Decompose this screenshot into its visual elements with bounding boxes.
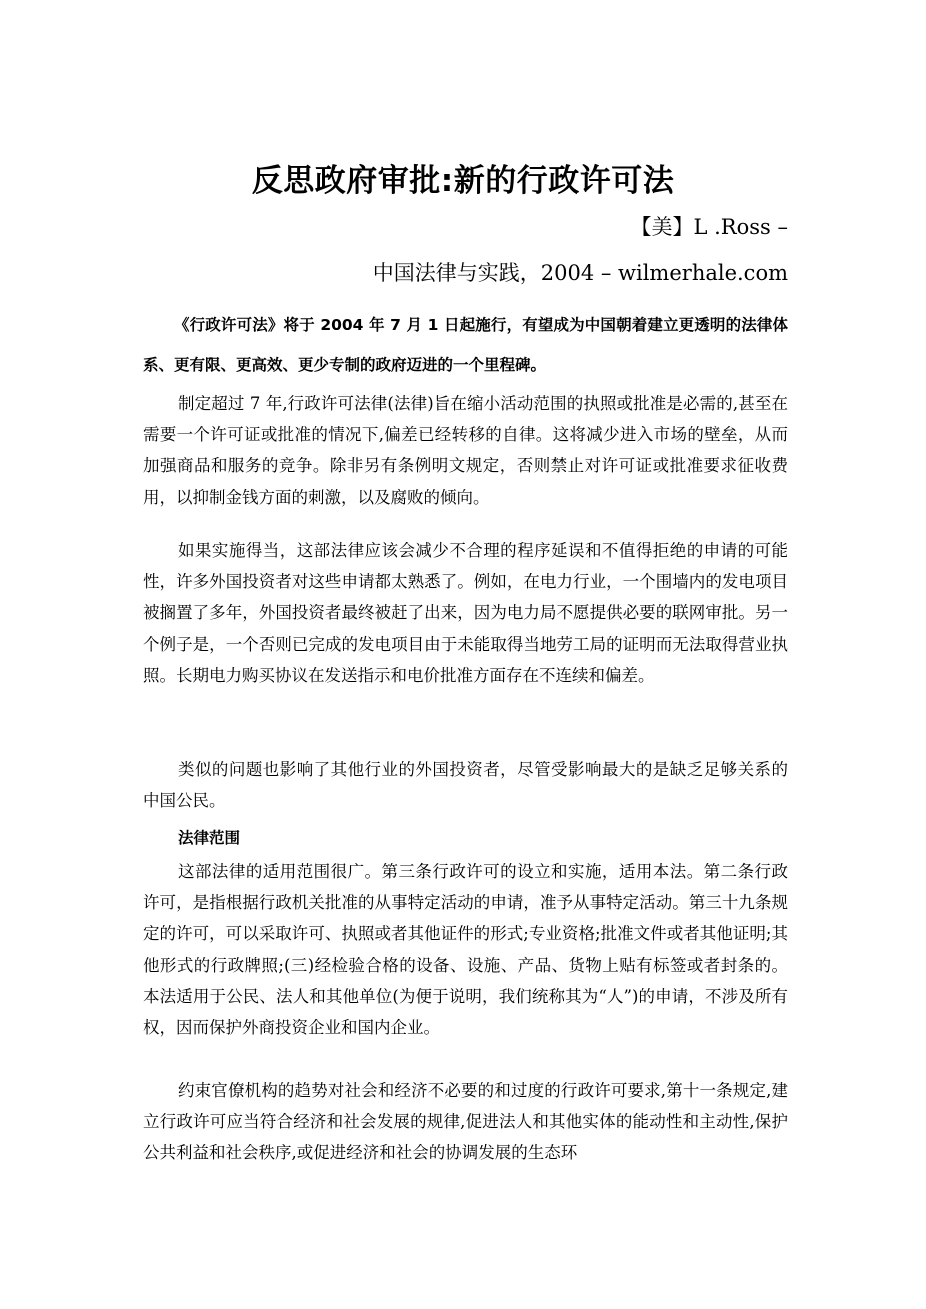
paragraph: 这部法律的适用范围很广。第三条行政许可的设立和实施，适用本法。第二条行政许可，是指根据行政机关批准的从事特定活动的申请，准予从事特定活动。第三十九条规定的许可，可以采取许可、执照或者其他证件的形式;专业资格;批准文件或者其他证明;其他形式的行政牌照;(三)经检验合格的设备、设施、产品、货物上贴有标签或者封条的。本法适用于公民、法人和其他单位(为便于说明，我们统称其为“人”)的申请，不涉及所有权，因而保护外商投资企业和国内企业。 [143,862,788,1038]
source-line: 中国法律与实践，2004 – wilmerhale.com [372,261,788,285]
paragraph: 制定超过 7 年,行政许可法律(法律)旨在缩小活动范围的执照或批准是必需的,甚至在需要一个许可证或批准的情况下,偏差已经转移的自律。这将减少进入市场的壁垒，从而加强商品和服务的竞争。除非另有条例明文规定，否则禁止对许可证或批准要求征收费用，以抑制金钱方面的刺激，以及腐败的倾向。 [143,394,788,507]
section-heading: 法律范围 [178,829,241,847]
lead-paragraph: 《行政许可法》将于 2004 年 7 月 1 日起施行，有望成为中国朝着建立更透明的法律体系、更有限、更高效、更少专制的政府迈进的一个里程碑。 [143,316,788,374]
paragraph: 类似的问题也影响了其他行业的外国投资者，尽管受影响最大的是缺乏足够关系的中国公民。 [143,760,788,811]
author-line: 【美】L .Ross – [630,215,788,239]
paragraph: 约束官僚机构的趋势对社会和经济不必要的和过度的行政许可要求,第十一条规定,建立行政许可应当符合经济和社会发展的规律,促进法人和其他实体的能动性和主动性,保护公共利益和社会秩序,或促进经济和社会的协调发展的生态环 [143,1081,788,1163]
paragraph: 如果实施得当，这部法律应该会减少不合理的程序延误和不值得拒绝的申请的可能性，许多外国投资者对这些申请都太熟悉了。例如，在电力行业，一个围墙内的发电项目被搁置了多年，外国投资者最终被赶了出来，因为电力局不愿提供必要的联网审批。另一个例子是，一个否则已完成的发电项目由于未能取得当地劳工局的证明而无法取得营业执照。长期电力购买协议在发送指示和电价批准方面存在不连续和偏差。 [143,541,788,685]
page-title: 反思政府审批:新的行政许可法 [251,162,675,199]
